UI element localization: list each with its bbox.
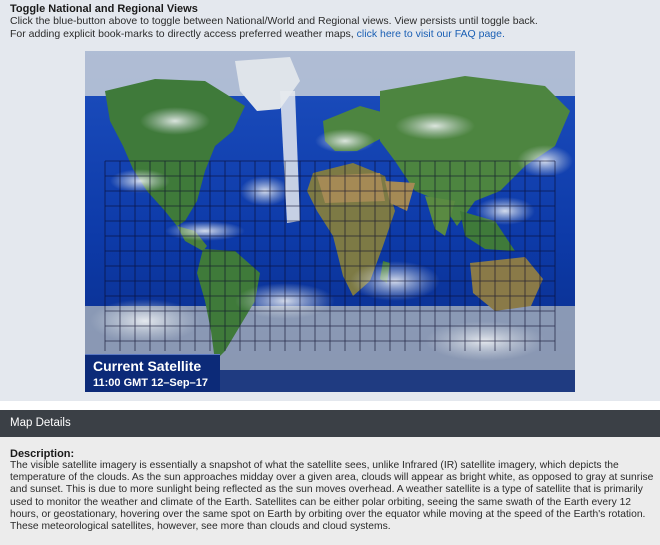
caption-strip bbox=[220, 370, 575, 392]
faq-link[interactable]: click here to visit our FAQ page. bbox=[356, 28, 505, 40]
description-text: The visible satellite imagery is essentially a snapshot of what the satellite sees, unlike Infrared (IR) satellite imagery, which depicts the temperature of the clouds. As the sun approaches midday over a given area, clouds will appear as bright white, as opposed to gray at sunrise and sunset. This is due to more sunlight being reflected as the sun moves overhead. A weather satellite is a type of satellite that is primarily used to monitor the weather and climate of the Earth. Satellites can be either polar orbiting, seeing the same swath of the Earth every 12 hours, or geostationary, hovering over the same spot on Earth by orbiting over the equator while moving at the speed of the Earth's rotation. These meteorological satellites, however, see more than clouds and cloud systems. bbox=[10, 460, 654, 533]
map-details-title: Map Details bbox=[10, 417, 71, 429]
satellite-map[interactable] bbox=[85, 51, 575, 392]
toggle-views-title: Toggle National and Regional Views bbox=[10, 3, 198, 15]
satellite-map-image bbox=[85, 51, 575, 392]
bookmark-instructions-text: For adding explicit book-marks to directly access preferred weather maps, bbox=[10, 28, 357, 40]
map-caption bbox=[85, 354, 220, 392]
caption-timestamp: 11:00 GMT 12–Sep–17 bbox=[93, 377, 208, 389]
bookmark-instructions bbox=[10, 28, 505, 40]
map-details-panel bbox=[0, 437, 660, 545]
caption-title: Current Satellite bbox=[93, 358, 202, 374]
description-label: Description: bbox=[10, 448, 75, 460]
map-details-header[interactable] bbox=[0, 410, 660, 437]
toggle-instructions: Click the blue-button above to toggle between National/World and Regional views. View persists until toggle back. bbox=[10, 15, 538, 27]
